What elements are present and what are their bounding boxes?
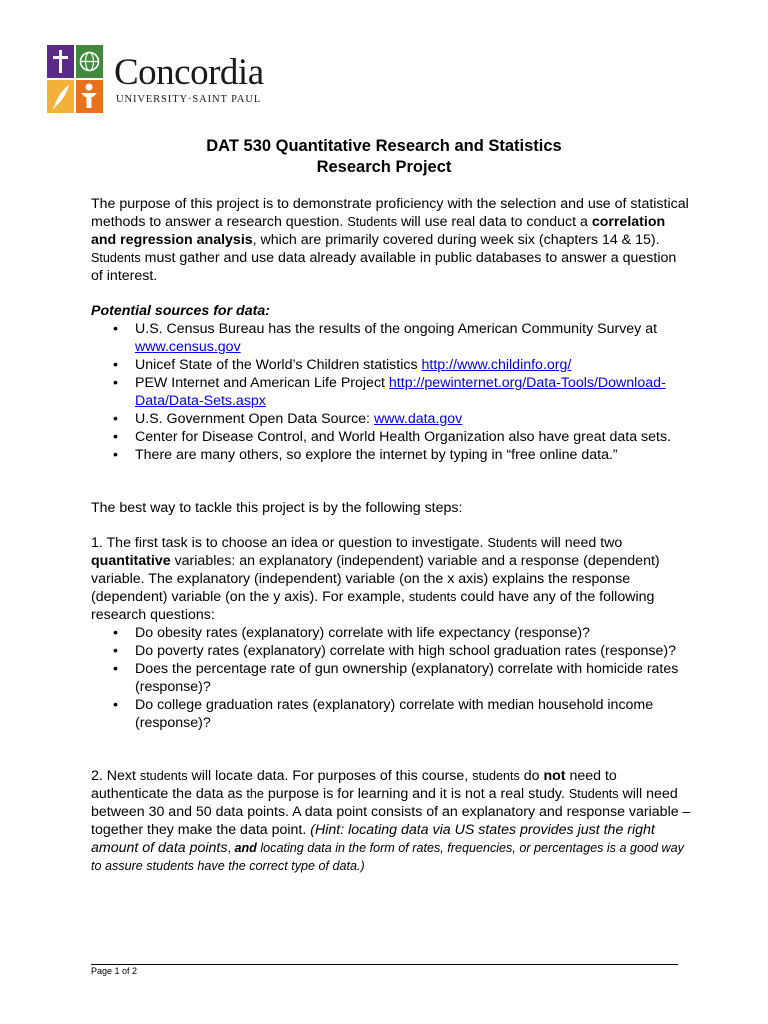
step-text: 1. The first task is to choose an idea or question to investigate. [91, 535, 488, 551]
hint-bold-text: and [234, 841, 257, 855]
list-item: • Does the percentage rate of gun ownership (explanatory) correlate with homicide rates (response)? [91, 660, 691, 696]
step-bold-text: not [543, 768, 566, 784]
step-1-paragraph [91, 534, 691, 624]
list-item [91, 446, 691, 464]
intro-text: The purpose of this project is to demonstrate proficiency with the selection and use of statistical methods to answer a research question. [91, 196, 689, 230]
list-item [91, 356, 691, 374]
step-text: the [246, 787, 264, 801]
step-2-paragraph [91, 767, 691, 875]
list-item-text: PEW Internet and American Life Project [135, 375, 389, 391]
list-item [91, 428, 691, 446]
step-text: need to authenticate the data as [91, 768, 617, 802]
step-text: 2. Next [91, 768, 140, 784]
census-link[interactable]: www.census.gov [135, 339, 241, 355]
sources-heading: Potential sources for data: [91, 303, 270, 319]
intro-text: Students [347, 215, 398, 229]
intro-text: , which are primarily covered during week six (chapters 14 & 15). [252, 232, 660, 248]
title-line-1: DAT 530 Quantitative Research and Statistics [206, 137, 562, 155]
hint-text: (Hint: locating data via US states provides just the right amount of data points [91, 822, 655, 856]
step-text: purpose is for learning and it is not a real study. [263, 786, 569, 802]
intro-text: will use real data to conduct a [397, 214, 592, 230]
list-item [91, 374, 691, 410]
list-item-text: U.S. Census Bureau has the results of the ongoing American Community Survey at [135, 321, 658, 337]
sources-list [91, 320, 691, 464]
list-item-text: There are many others, so explore the internet by typing in “free online data.” [135, 447, 618, 463]
list-item: • Do college graduation rates (explanatory) correlate with median household income (response)? [91, 696, 691, 732]
childinfo-link[interactable]: http://www.childinfo.org/ [421, 357, 572, 373]
steps-intro: The best way to tackle this project is by the following steps: [91, 500, 463, 516]
list-item: • Do poverty rates (explanatory) correlate with high school graduation rates (response)? [91, 642, 691, 660]
logo-wordmark: Concordia [114, 52, 264, 93]
step-text: do [519, 768, 544, 784]
page-number: Page 1 of 2 [91, 966, 138, 976]
intro-paragraph [91, 195, 691, 285]
list-item [91, 320, 691, 356]
list-item-text: Center for Disease Control, and World Health Organization also have great data sets. [135, 429, 671, 445]
document-title [0, 136, 768, 178]
step-bold-text: quantitative [91, 553, 171, 569]
hint-text: , [227, 841, 235, 855]
pewinternet-link[interactable]: http://pewinternet.org/Data-Tools/Download-Data/Data-Sets.aspx [135, 375, 666, 409]
step-text: students [139, 769, 188, 783]
data-gov-link[interactable]: www.data.gov [373, 411, 463, 427]
step-text: could have any of the following research questions: [91, 589, 655, 623]
step-text: variables: an explanatory (independent) variable and a response (dependent) variable. The explanatory (independent) variable (on the x axis) explains the response (dependent) variable (on the y axis). For example, [91, 553, 660, 605]
step-text: Students [568, 787, 619, 801]
title-line-2: Research Project [316, 158, 452, 176]
list-item: • Do obesity rates (explanatory) correlate with life expectancy (response)? [91, 624, 691, 642]
intro-bold-text: correlation and regression analysis [91, 214, 666, 248]
step-text: will need between 30 and 50 data points. A data point consists of an explanatory and response variable – together they make the data point. [91, 786, 691, 838]
footer-divider [91, 964, 678, 965]
list-item-text: U.S. Government Open Data Source: [135, 411, 374, 427]
step-text: students [408, 590, 457, 604]
list-item-text: Unicef State of the World’s Children statistics [135, 357, 422, 373]
step-text: students [472, 769, 520, 783]
logo-subtitle: UNIVERSITY·SAINT PAUL [116, 94, 262, 105]
intro-text: Students [91, 251, 141, 265]
step-text: Students [487, 536, 538, 550]
intro-text: must gather and use data already available in public databases to answer a question of interest. [91, 250, 677, 284]
research-questions-list [91, 624, 691, 732]
concordia-crest-icon [47, 45, 103, 113]
step-text: will need two [537, 535, 623, 551]
hint-text: locating data in the form of rates, frequencies, or percentages is a good way to assure students have the correct type of data.) [91, 841, 684, 873]
step-text: will locate data. For purposes of this course, [187, 768, 473, 784]
list-item [91, 410, 691, 428]
